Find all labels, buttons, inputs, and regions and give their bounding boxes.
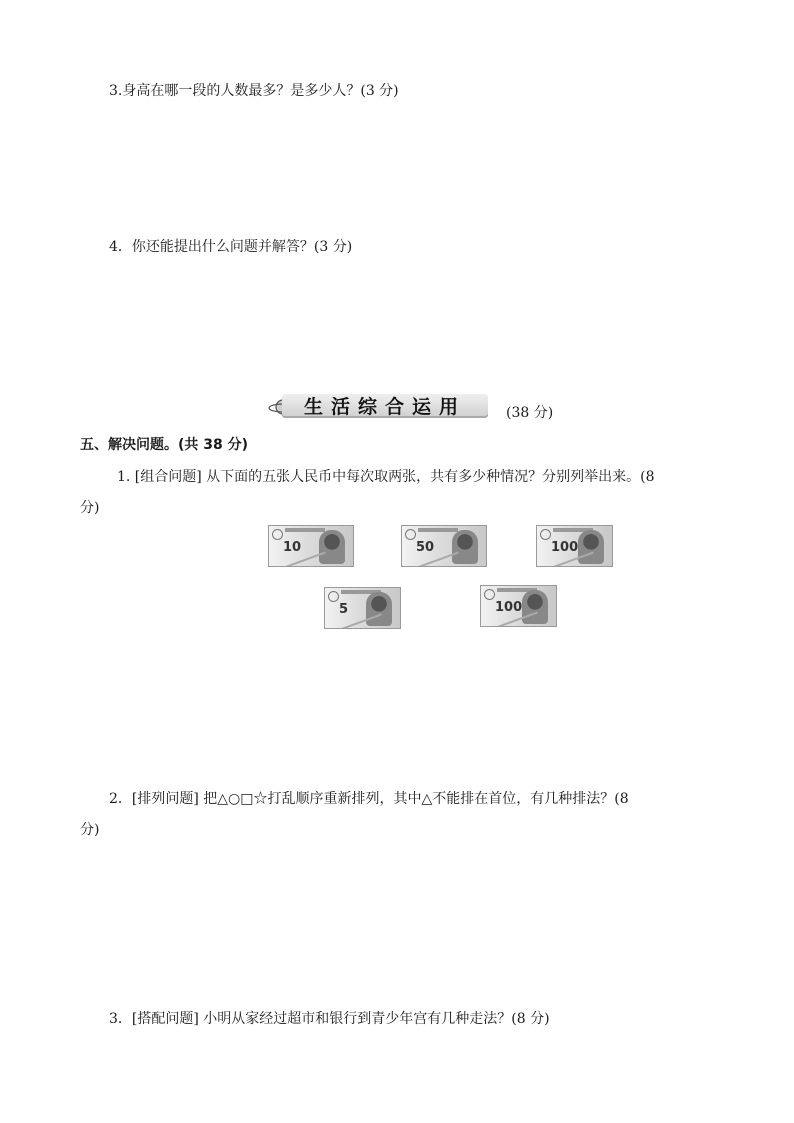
question-3: 3.身高在哪一段的人数最多？是多少人？(3 分) — [109, 83, 399, 99]
banknote-100-b — [480, 585, 557, 627]
problem-2-line2: 分) — [80, 822, 100, 838]
portrait-image — [366, 592, 392, 626]
question-4: 4．你还能提出什么问题并解答？(3 分) — [109, 239, 353, 255]
banknote-5 — [324, 587, 401, 629]
emblem-icon — [484, 589, 495, 600]
problem-1-line2: 分) — [80, 500, 100, 516]
banknote-denomination: 100 — [551, 540, 579, 555]
section-banner-score: (38 分) — [506, 405, 554, 421]
emblem-icon — [272, 529, 283, 540]
emblem-icon — [540, 529, 551, 540]
banknote-denomination: 50 — [416, 540, 435, 555]
portrait-image — [319, 530, 345, 564]
emblem-icon — [405, 529, 416, 540]
emblem-icon — [328, 591, 339, 602]
section-5-heading: 五、解决问题。(共 38 分) — [80, 437, 249, 453]
problem-2-line1: 2．[排列问题] 把△○□☆打乱顺序重新排列，其中△不能排在首位，有几种排法？(8 — [109, 791, 629, 807]
banknote-denomination: 5 — [339, 602, 349, 617]
banknote-10 — [268, 525, 354, 567]
portrait-image — [522, 590, 548, 624]
section-banner-title: 生活综合运用 — [304, 396, 467, 418]
banknote-denomination: 10 — [283, 540, 302, 555]
portrait-image — [452, 530, 478, 564]
portrait-image — [578, 530, 604, 564]
banknote-50 — [401, 525, 487, 567]
problem-3-line1: 3．[搭配问题] 小明从家经过超市和银行到青少年宫有几种走法？(8 分) — [109, 1011, 550, 1027]
section-banner — [268, 392, 568, 422]
problem-1-line1: 1. [组合问题] 从下面的五张人民币中每次取两张，共有多少种情况？分别列举出来。(8 — [117, 469, 655, 485]
banknote-100-a — [536, 525, 613, 567]
banknote-denomination: 100 — [495, 600, 523, 615]
